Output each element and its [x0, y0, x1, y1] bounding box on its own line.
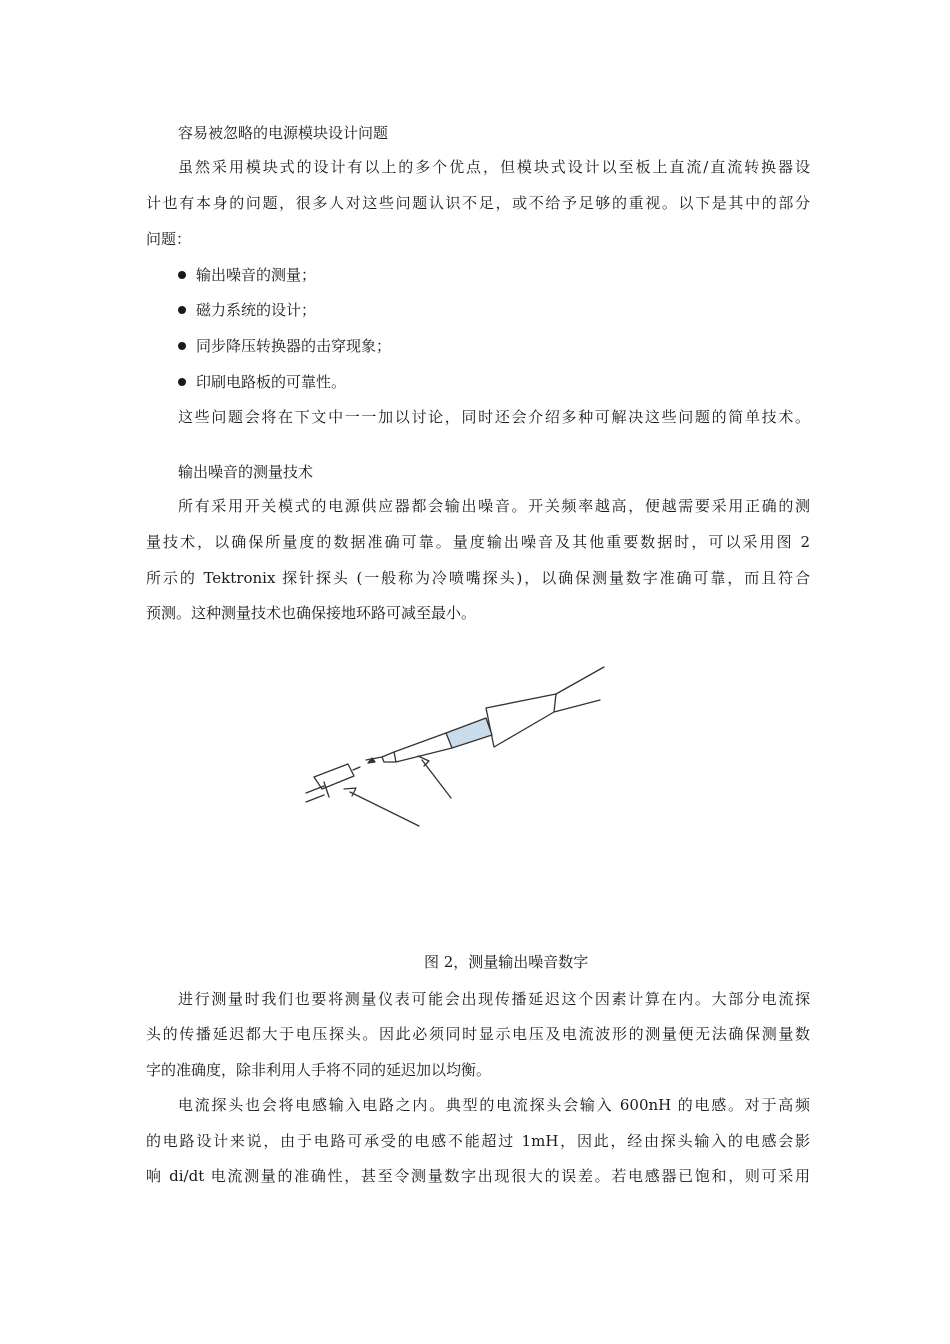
paragraph-line: 所有采用开关模式的电源供应器都会输出噪音。开关频率越高，便越需要采用正确的测: [178, 497, 810, 515]
list-item-text: 同步降压转换器的击穿现象；: [196, 337, 392, 355]
paragraph-line: 这些问题会将在下文中一一加以讨论，同时还会介绍多种可解决这些问题的简单技术。: [178, 408, 810, 426]
bullet-icon: [178, 378, 186, 386]
paragraph-line: 字的准确度，除非利用人手将不同的延迟加以均衡。: [146, 1061, 492, 1079]
paragraph-line: 进行测量时我们也要将测量仪表可能会出现传播延迟这个因素计算在内。大部分电流探: [178, 990, 810, 1008]
list-item: [178, 371, 346, 392]
paragraph-line: 的电路设计来说，由于电路可承受的电感不能超过 1mH，因此，经由探头输入的电感会影: [146, 1132, 810, 1150]
bullet-icon: [178, 271, 186, 279]
paragraph-line: 预测。这种测量技术也确保接地环路可减至最小。: [146, 604, 477, 622]
figure-caption: 图 2，测量输出噪音数字: [424, 953, 589, 971]
paragraph-line: 头的传播延迟都大于电压探头。因此必须同时显示电压及电流波形的测量便无法确保测量数: [146, 1025, 810, 1043]
paragraph-line: 虽然采用模块式的设计有以上的多个优点，但模块式设计以至板上直流/直流转换器设: [178, 158, 810, 176]
list-item-text: 印刷电路板的可靠性。: [196, 373, 347, 391]
probe-sleeve: [446, 718, 492, 748]
list-item: [178, 264, 316, 285]
bullet-icon: [178, 342, 186, 350]
bullet-icon: [178, 306, 186, 314]
paragraph-line: 问题：: [146, 230, 192, 248]
paragraph-line: 量技术，以确保所量度的数据准确可靠。量度输出噪音及其他重要数据时，可以采用图 2: [146, 533, 810, 551]
paragraph-line: 响 di/dt 电流测量的准确性，甚至令测量数字出现很大的误差。若电感器已饱和，则可采用: [146, 1167, 810, 1185]
list-item-text: 磁力系统的设计；: [196, 301, 317, 319]
paragraph-line: 所示的 Tektronix 探针探头 (一般称为冷喷嘴探头)，以确保测量数字准确可靠，而且符合: [146, 569, 810, 587]
paragraph-line: 电流探头也会将电感输入电路之内。典型的电流探头会输入 600nH 的电感。对于高频: [178, 1096, 810, 1114]
list-item: [178, 299, 316, 320]
probe-body: [486, 694, 556, 747]
list-item-text: 输出噪音的测量；: [196, 266, 317, 284]
probe-illustration: [296, 660, 616, 840]
paragraph-line: 计也有本身的问题，很多人对这些问题认识不足，或不给予足够的重视。以下是其中的部分: [146, 194, 810, 212]
section-heading-noise-measurement: 输出噪音的测量技术: [178, 463, 314, 481]
probe-cable: [554, 667, 604, 712]
ground-tip: [314, 764, 354, 789]
list-item: [178, 335, 391, 356]
section-heading-module-issues: 容易被忽略的电源模块设计问题: [178, 124, 389, 142]
